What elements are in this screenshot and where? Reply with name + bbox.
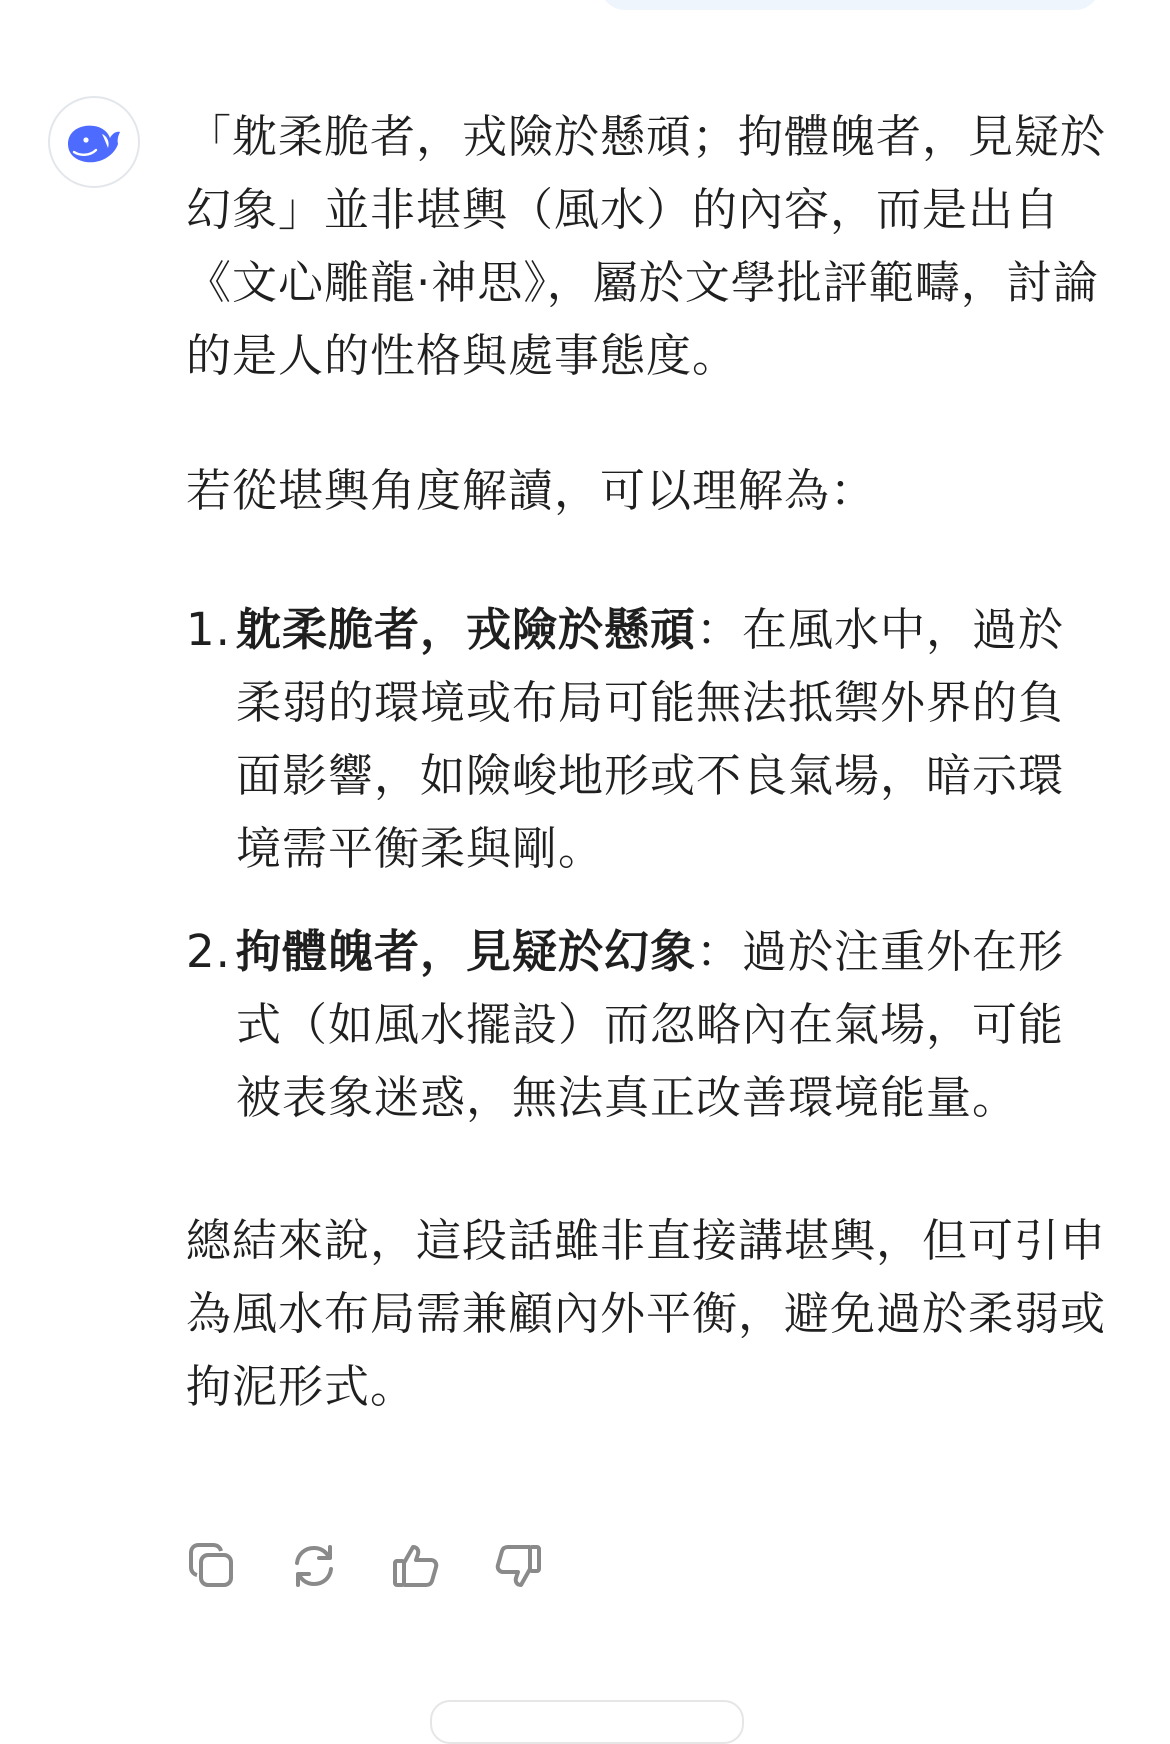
list-item-number: 2. xyxy=(186,925,231,978)
previous-user-message-bubble xyxy=(600,0,1100,10)
message-actions xyxy=(186,1540,544,1592)
lead-paragraph: 若從堪輿角度解讀，可以理解為： xyxy=(186,464,877,517)
list-item-title: 拘體魄者，見疑於幻象 xyxy=(236,925,697,978)
scroll-to-bottom-pill[interactable] xyxy=(430,1700,744,1744)
list-item xyxy=(186,593,1106,885)
copy-icon xyxy=(187,1541,237,1591)
list-item-title: 躭柔脆者，戎險於懸頑 xyxy=(236,603,697,656)
copy-button[interactable] xyxy=(186,1540,238,1592)
summary-paragraph: 總結來說，這段話雖非直接講堪輿，但可引申為風水布局需兼顧內外平衡，避免過於柔弱或拘泥形式。 xyxy=(186,1214,1107,1413)
assistant-message xyxy=(186,100,1106,1423)
thumbs-down-icon xyxy=(493,1541,543,1591)
list-item-text xyxy=(236,915,1106,1134)
intro-paragraph: 「躭柔脆者，戎險於懸頑；拘體魄者，見疑於幻象」並非堪輿（風水）的內容，而是出自《文心雕龍·神思》，屬於文學批評範疇，討論的是人的性格與處事態度。 xyxy=(186,110,1107,382)
list-item-body: ：在風水中，過於柔弱的環境或布局可能無法抵禦外界的負面影響，如險峻地形或不良氣場，暗示環境需平衡柔與剛。 xyxy=(236,603,1065,875)
like-button[interactable] xyxy=(390,1540,442,1592)
list-item xyxy=(186,915,1106,1134)
regenerate-button[interactable] xyxy=(288,1540,340,1592)
numbered-list xyxy=(186,593,1106,1134)
regenerate-icon xyxy=(289,1541,339,1591)
list-item-body: ：過於注重外在形式（如風水擺設）而忽略內在氣場，可能被表象迷惑，無法真正改善環境能量。 xyxy=(236,925,1065,1124)
dislike-button[interactable] xyxy=(492,1540,544,1592)
whale-logo-icon xyxy=(62,116,126,168)
list-item-number: 1. xyxy=(186,603,231,656)
assistant-avatar xyxy=(48,96,140,188)
thumbs-up-icon xyxy=(391,1541,441,1591)
list-item-text xyxy=(236,593,1106,885)
